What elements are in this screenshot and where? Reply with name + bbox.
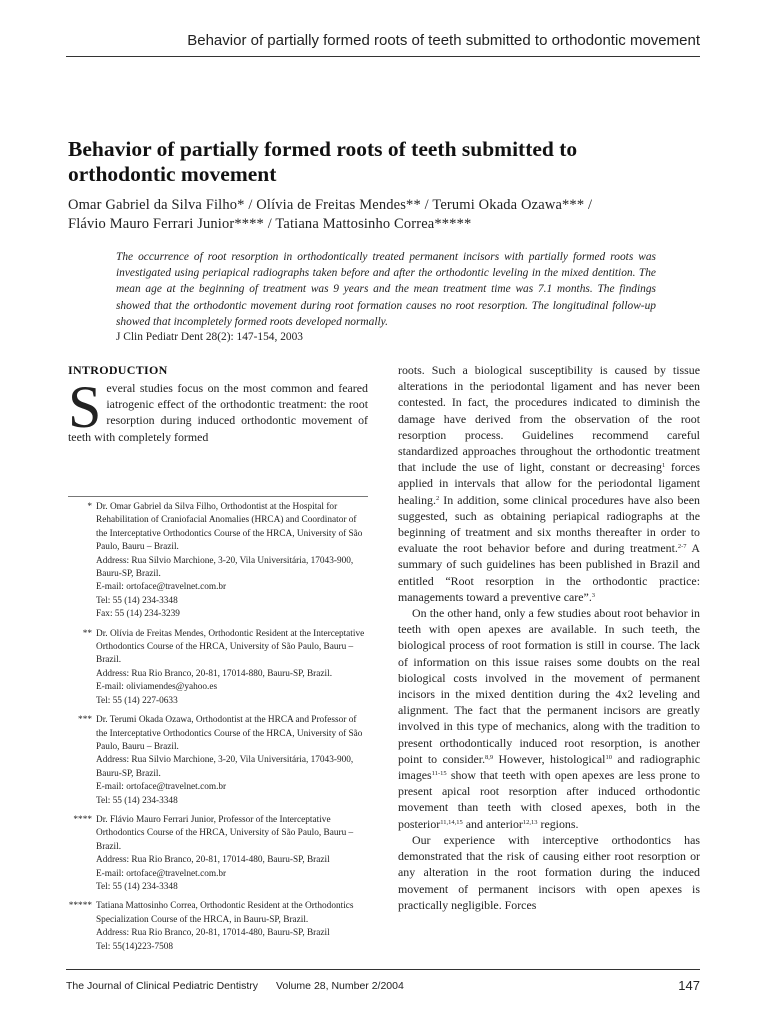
text-run: forces applied in intervals that allow for the periodontal ligament healing. <box>398 460 700 507</box>
footnote-address: Address: Rua Silvio Marchione, 3-20, Vila Universitária, 17043-900, Bauru-SP, Brazil. <box>96 755 354 779</box>
body-paragraph-1 <box>398 362 700 605</box>
footnote-affiliation: Dr. Terumi Okada Ozawa, Orthodontist at the HRCA and Professor of the Interceptative Orthodontics Course of the HRCA, University of São Paulo, Bauru – Brazil. <box>96 715 363 752</box>
footnote-fax: Fax: 55 (14) 234-3239 <box>96 609 180 620</box>
footnote-mark: ***** <box>68 901 92 912</box>
footnote-affiliation: Dr. Flávio Mauro Ferrari Junior, Professor of the Interceptative Orthodontics Course of the HRCA, University of São Paulo, Bauru – Brazil. <box>96 814 354 852</box>
reference-superscript: 8,9 <box>485 753 494 761</box>
abstract: The occurrence of root resorption in orthodontically treated permanent incisors with partially formed roots was investigated using periapical radiographs taken before and after the orthodontic leveling in the mixed dentition. The mean age at the beginning of treatment was 9 years and the mean treatment time was 7.1 months. The findings showed that the orthodontic movement during root formation causes no root resorption. The longitudinal follow-up showed that incompletely formed roots developed normally. <box>116 251 656 328</box>
footnote-address: Address: Rua Rio Branco, 20-81, 17014-880, Bauru-SP, Brazil. <box>96 668 333 679</box>
author-line-1: Omar Gabriel da Silva Filho* / Olívia de Freitas Mendes** / Terumi Okada Ozawa*** / <box>68 197 593 213</box>
text-run: On the other hand, only a few studies about root behavior in teeth with open apexes are available. In such teeth, the biological process of root formation is still in course. The lack of information on this issue raises some doubts on the real biological costs involved in the movement of permanent incisors in the mixed dentition during the 4x2 leveling and alignment. The fact that the permanent incisors are greatly involved in this type of mechanics, along with the tradition to present orthodontically induced root resorption, is another point to consider. <box>398 606 700 766</box>
footer-journal-name: The Journal of Clinical Pediatric Dentistry <box>66 980 258 992</box>
footnote-phone: Tel: 55 (14) 227-0633 <box>96 695 178 706</box>
reference-superscript: 3 <box>591 591 596 599</box>
text-run: A summary of such guidelines has been published in Brazil and entitled “Root resorption in the orthodontic practice: managements toward a preventive care”. <box>398 541 700 604</box>
footnote-address: Address: Rua Rio Branco, 20-81, 17014-480, Bauru-SP, Brazil <box>96 928 330 939</box>
reference-superscript: 2 <box>435 494 440 502</box>
text-run: In addition, some clinical procedures have also been suggested, such as obtaining periapical radiographs at the beginning of treatment and six months thereafter in order to evaluate the root behavior before and during treatment. <box>398 492 700 556</box>
footnote-phone: Tel: 55 (14) 234-3348 <box>96 881 178 892</box>
left-column <box>68 362 368 445</box>
text-run: regions. <box>537 816 579 831</box>
footnote-affiliation: Tatiana Mattosinho Correa, Orthodontic Resident at the Orthodontics Specialization Course of the HRCA, in Bauru-SP, Brazil. <box>96 901 354 925</box>
footnote-divider <box>68 496 368 497</box>
reference-superscript: 1 <box>661 462 666 470</box>
section-heading-introduction: INTRODUCTION <box>68 363 168 377</box>
text-run: roots. Such a biological susceptibility is caused by tissue alterations in the periodontal ligament and has never been contested. In fact, the procedures indicated to diminish the damage have derived from the observation of the root resorption process. Guidelines recommend careful standardized approaches throughout the orthodontic treatment that include the use of light, constant or decreasing <box>398 363 700 475</box>
text-run: and anterior <box>462 816 523 831</box>
footnote-address: Address: Rua Rio Branco, 20-81, 17014-480, Bauru-SP, Brazil <box>96 855 330 866</box>
footnote-affiliation: Dr. Olívia de Freitas Mendes, Orthodontic Resident at the Interceptative Orthodontics Course of the HRCA, University of São Paulo, Bauru – Brazil. <box>96 628 365 666</box>
body-paragraph-3: Our experience with interceptive orthodontics has demonstrated that the risk of causing either root resorption or any alteration in the root formation during the induced movement of permanent incisors with open apexes is practically negligible. Forces <box>398 832 700 912</box>
footnote-author-5 <box>68 900 368 954</box>
footnote-email: E-mail: ortoface@travelnet.com.br <box>96 782 227 793</box>
footnote-email: E-mail: oliviamendes@yahoo.es <box>96 682 218 693</box>
right-column <box>398 362 700 913</box>
text-run: show that teeth with open apexes are less prone to present apical root resorption after induced orthodontic movement than teeth with closed apexes, both in the posterior <box>398 768 700 831</box>
article-title <box>68 137 628 187</box>
reference-superscript: 12,13 <box>522 818 538 826</box>
page-number: 147 <box>678 978 700 993</box>
header-divider <box>66 56 700 57</box>
reference-superscript: 2-7 <box>677 543 687 551</box>
text-run: However, histological <box>493 751 606 766</box>
footnote-mark: *** <box>78 715 92 726</box>
footnote-author-3 <box>68 714 368 808</box>
footnote-mark: ** <box>82 628 92 639</box>
footnote-email: E-mail: ortoface@travelnet.com.br <box>96 868 227 879</box>
article-title-line-2: orthodontic movement <box>68 162 277 186</box>
footnote-author-1 <box>68 501 368 622</box>
footnote-mark: * <box>87 502 92 512</box>
citation: J Clin Pediatr Dent 28(2): 147-154, 2003 <box>116 331 303 343</box>
footnote-phone: Tel: 55 (14) 234-3348 <box>96 795 178 806</box>
text-run: and radiographic images <box>398 751 700 783</box>
running-head: Behavior of partially formed roots of teeth submitted to orthodontic movement <box>187 32 700 49</box>
article-title-line-1: Behavior of partially formed roots of teeth submitted to <box>68 137 578 161</box>
reference-superscript: 11,14,15 <box>440 818 463 826</box>
reference-superscript: 10 <box>605 753 612 761</box>
footnote-phone: Tel: 55(14)223-7508 <box>96 941 174 952</box>
drop-cap: S <box>68 374 102 440</box>
footnote-address: Address: Rua Silvio Marchione, 3-20, Vila Universitária, 17043-900, Bauru-SP, Brazil. <box>96 555 354 580</box>
footnote-email: E-mail: ortoface@travelnet.com.br <box>96 582 227 593</box>
footnote-phone: Tel: 55 (14) 234-3348 <box>96 595 178 606</box>
author-list <box>68 196 708 234</box>
footer-divider <box>66 969 700 970</box>
footnote-affiliation: Dr. Omar Gabriel da Silva Filho, Orthodontist at the Hospital for Rehabilitation of Craniofacial Anomalies (HRCA) and Coordinator of the Interceptative Orthodontics Course of the HRCA, University of São Paulo, Bauru – Brazil. <box>96 502 363 553</box>
footnote-author-2 <box>68 628 368 708</box>
author-line-2: Flávio Mauro Ferrari Junior**** / Tatiana Mattosinho Correa***** <box>68 216 472 232</box>
footnote-mark: **** <box>73 814 92 825</box>
author-footnotes <box>68 501 368 960</box>
reference-superscript: 11-15 <box>431 770 447 778</box>
footnote-author-4 <box>68 814 368 894</box>
body-paragraph-2 <box>398 605 700 832</box>
footer-volume: Volume 28, Number 2/2004 <box>276 980 404 992</box>
intro-text: everal studies focus on the most common and feared iatrogenic effect of the orthodontic treatment: the root resorption during induced orthodontic movement of teeth with completely formed <box>68 381 368 444</box>
intro-paragraph <box>68 374 368 445</box>
